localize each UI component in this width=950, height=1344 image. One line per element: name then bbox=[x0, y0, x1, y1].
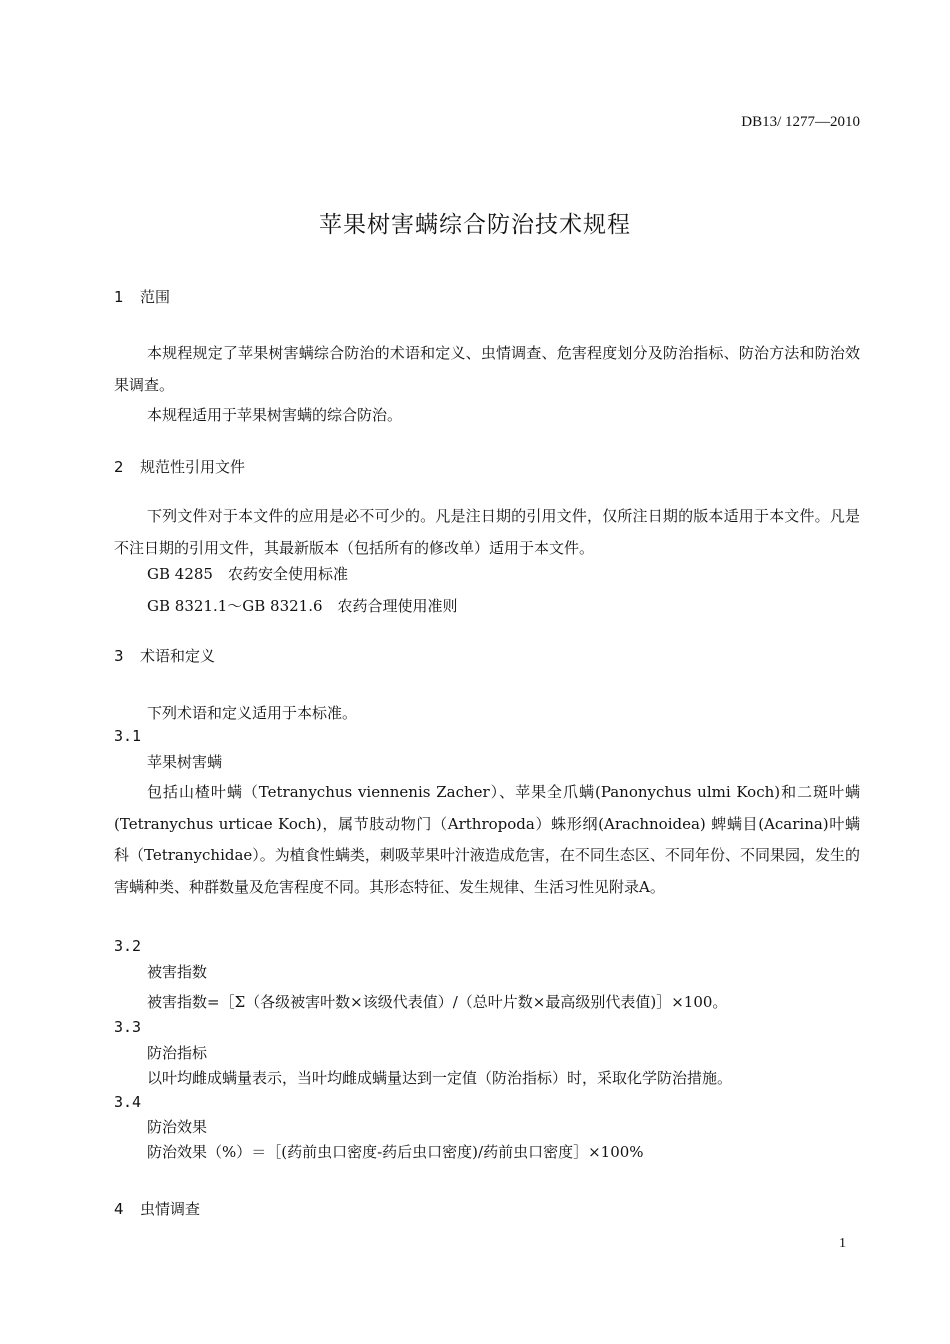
reference-gb-8321: GB 8321.1～GB 8321.6 农药合理使用准则 bbox=[147, 597, 458, 615]
section-title: 虫情调查 bbox=[140, 1200, 201, 1218]
section-number: 1 bbox=[114, 288, 124, 306]
page-number: 1 bbox=[839, 1236, 846, 1251]
section-number: 4 bbox=[114, 1200, 124, 1218]
term-3-4-number: 3.4 bbox=[114, 1093, 142, 1111]
section-1-paragraph-1: 本规程规定了苹果树害螨综合防治的术语和定义、虫情调查、危害程度划分及防治指标、防治方法和防治效果调查。 bbox=[114, 344, 860, 394]
section-number: 2 bbox=[114, 458, 124, 476]
section-2-paragraph-1: 下列文件对于本文件的应用是必不可少的。凡是注日期的引用文件，仅所注日期的版本适用于本文件。凡是不注日期的引用文件，其最新版本（包括所有的修改单）适用于本文件。 bbox=[114, 507, 860, 557]
term-3-2-name: 被害指数 bbox=[147, 963, 208, 981]
section-2-heading bbox=[114, 456, 245, 477]
term-3-3-number: 3.3 bbox=[114, 1018, 142, 1036]
term-3-3-name: 防治指标 bbox=[147, 1044, 208, 1062]
section-1-heading bbox=[114, 286, 170, 307]
term-3-4-name: 防治效果 bbox=[147, 1118, 208, 1136]
section-number: 3 bbox=[114, 647, 124, 665]
section-3-heading bbox=[114, 645, 215, 666]
section-title: 范围 bbox=[140, 288, 171, 306]
term-3-2-definition: 被害指数=［Σ（各级被害叶数×该级代表值）/（总叶片数×最高级别代表值)］×100。 bbox=[147, 993, 728, 1011]
section-title: 规范性引用文件 bbox=[140, 458, 246, 476]
term-3-2-number: 3.2 bbox=[114, 937, 142, 955]
term-3-1-number: 3.1 bbox=[114, 727, 142, 745]
section-title: 术语和定义 bbox=[140, 647, 216, 665]
term-3-3-definition: 以叶均雌成螨量表示，当叶均雌成螨量达到一定值（防治指标）时，采取化学防治措施。 bbox=[147, 1069, 733, 1087]
section-1-paragraph-2: 本规程适用于苹果树害螨的综合防治。 bbox=[147, 406, 403, 424]
standard-number: DB13/ 1277—2010 bbox=[741, 114, 860, 130]
section-3-intro: 下列术语和定义适用于本标准。 bbox=[147, 704, 358, 722]
section-4-heading bbox=[114, 1198, 200, 1219]
reference-gb-4285: GB 4285 农药安全使用标准 bbox=[147, 565, 348, 583]
term-3-1-name: 苹果树害螨 bbox=[147, 753, 223, 771]
document-title: 苹果树害螨综合防治技术规程 bbox=[319, 212, 631, 238]
term-3-4-definition: 防治效果（%）＝［(药前虫口密度-药后虫口密度)/药前虫口密度］×100% bbox=[147, 1143, 644, 1161]
term-3-1-definition: 包括山楂叶螨（Tetranychus viennenis Zacher）、苹果全爪螨(Panonychus ulmi Koch)和二斑叶螨(Tetranychus urticae Koch)，属节肢动物门（Arthropoda）蛛形纲(Arachnoidea) 蜱螨目(Acarina)叶螨科（Tetranychidae）。为植食性螨类，刺吸苹果叶汁液造成危害，在不同生态区、不同年份、不同果园，发生的害螨种类、种群数量及危害程度不同。其形态特征、发生规律、生活习性见附录A。 bbox=[114, 783, 860, 896]
